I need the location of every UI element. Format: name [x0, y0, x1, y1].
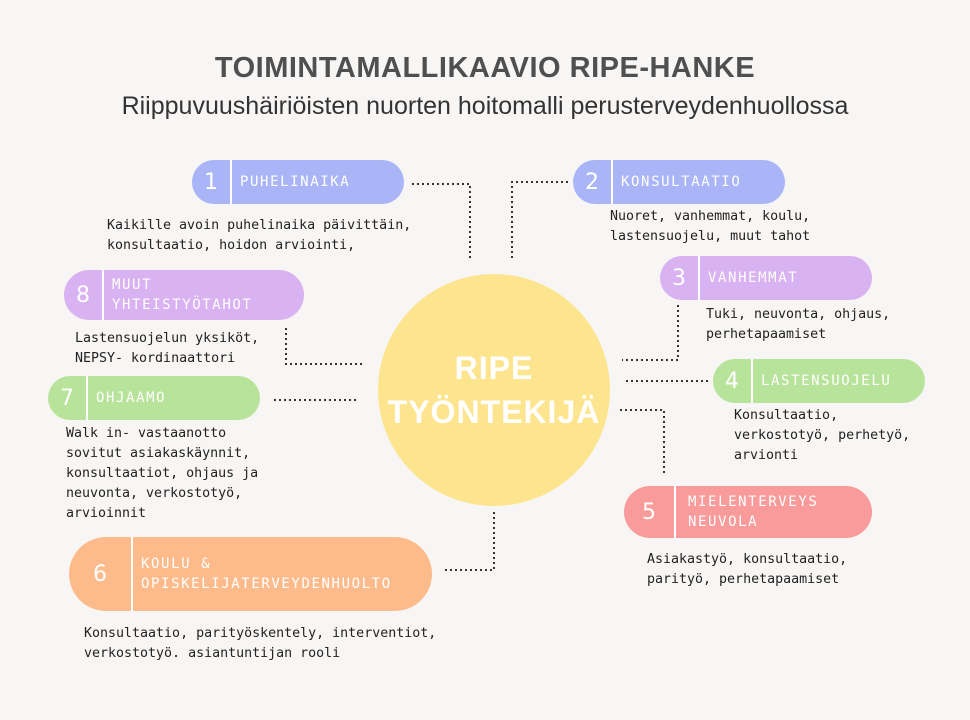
- desc-line: konsultaatio, hoidon arviointi,: [107, 238, 356, 253]
- desc-line: konsultaatiot, ohjaus ja: [66, 466, 259, 481]
- desc-line: parityö, perhetapaamiset: [647, 572, 840, 587]
- desc-line: Konsultaatio,: [734, 408, 839, 423]
- node-4-description: [734, 406, 910, 466]
- node-label-line: MIELENTERVEYS: [688, 494, 819, 510]
- node-label-line: MUUT: [112, 277, 153, 293]
- desc-line: lastensuojelu, muut tahot: [610, 229, 811, 244]
- node-5-description: [647, 550, 847, 590]
- node-2-konsultaatio: [573, 160, 785, 204]
- diagram-subtitle: Riippuvuushäiriöisten nuorten hoitomalli perusterveydenhuollossa: [121, 92, 849, 120]
- node-2-description: [610, 207, 810, 247]
- connector-5: [620, 410, 664, 473]
- node-label-line: YHTEISTYÖTAHOT: [112, 297, 253, 313]
- node-label: [133, 554, 392, 594]
- connector-6: [442, 512, 494, 570]
- center-label-line1: RIPE: [454, 350, 534, 386]
- node-6-koulu-opiskelijaterveydenhuolto: [69, 537, 432, 611]
- connector-1: [412, 184, 470, 258]
- connector-2: [512, 182, 568, 258]
- diagram-title: TOIMINTAMALLIKAAVIO RIPE-HANKE: [214, 52, 756, 84]
- center-node: [378, 274, 610, 506]
- desc-line: Tuki, neuvonta, ohjaus,: [706, 307, 891, 322]
- node-8-muut-yhteistyotahot: [64, 270, 304, 320]
- desc-line: Walk in- vastaanotto: [66, 426, 227, 441]
- desc-line: Asiakastyö, konsultaatio,: [647, 552, 848, 567]
- node-4-lastensuojelu: [713, 359, 925, 403]
- node-label: LASTENSUOJELU: [761, 373, 892, 389]
- desc-line: sovitut asiakaskäynnit,: [66, 446, 251, 461]
- connector-3: [622, 305, 678, 360]
- node-label-line: NEUVOLA: [688, 514, 759, 530]
- node-label: KONSULTAATIO: [621, 174, 742, 190]
- node-7-description: [66, 424, 258, 524]
- node-number: 2: [585, 169, 599, 195]
- desc-line: Konsultaatio, parityöskentely, interventiot,: [84, 626, 437, 641]
- node-1-description: [107, 216, 411, 256]
- node-label-line: KOULU &: [141, 556, 212, 572]
- desc-line: Nuoret, vanhemmat, koulu,: [610, 209, 811, 224]
- center-label-line2: TYÖNTEKIJÄ: [387, 394, 601, 430]
- node-5-mielenterveysneuvola: [624, 486, 872, 538]
- node-label: VANHEMMAT: [708, 270, 799, 286]
- desc-line: Lastensuojelun yksiköt,: [75, 331, 260, 346]
- node-3-vanhemmat: [660, 256, 872, 300]
- node-number: 8: [76, 282, 90, 308]
- node-number: 6: [93, 561, 107, 587]
- node-number: 7: [60, 385, 74, 411]
- node-number: 1: [204, 169, 218, 195]
- node-1-puhelinaika: [192, 160, 404, 204]
- node-label-line: OPISKELIJATERVEYDENHUOLTO: [141, 576, 392, 592]
- desc-line: verkostotyö, perhetyö,: [734, 428, 911, 443]
- node-label: OHJAAMO: [96, 390, 167, 406]
- node-7-ohjaamo: [48, 376, 260, 420]
- node-number: 3: [672, 265, 686, 291]
- node-label: [676, 492, 818, 532]
- node-label: [104, 275, 252, 315]
- desc-line: verkostotyö. asiantuntijan rooli: [84, 646, 341, 661]
- desc-line: arvionti: [734, 448, 799, 463]
- desc-line: neuvonta, verkostotyö,: [66, 486, 243, 501]
- node-6-description: [84, 624, 436, 664]
- desc-line: NEPSY- kordinaattori: [75, 351, 236, 366]
- node-label: PUHELINAIKA: [240, 174, 351, 190]
- desc-line: arvioinnit: [66, 506, 147, 521]
- connector-8: [286, 328, 362, 364]
- node-number: 5: [642, 499, 656, 525]
- desc-line: perhetapaamiset: [706, 327, 827, 342]
- desc-line: Kaikille avoin puhelinaika päivittäin,: [107, 218, 412, 233]
- node-8-description: [75, 329, 259, 369]
- node-number: 4: [725, 368, 739, 394]
- node-3-description: [706, 305, 890, 345]
